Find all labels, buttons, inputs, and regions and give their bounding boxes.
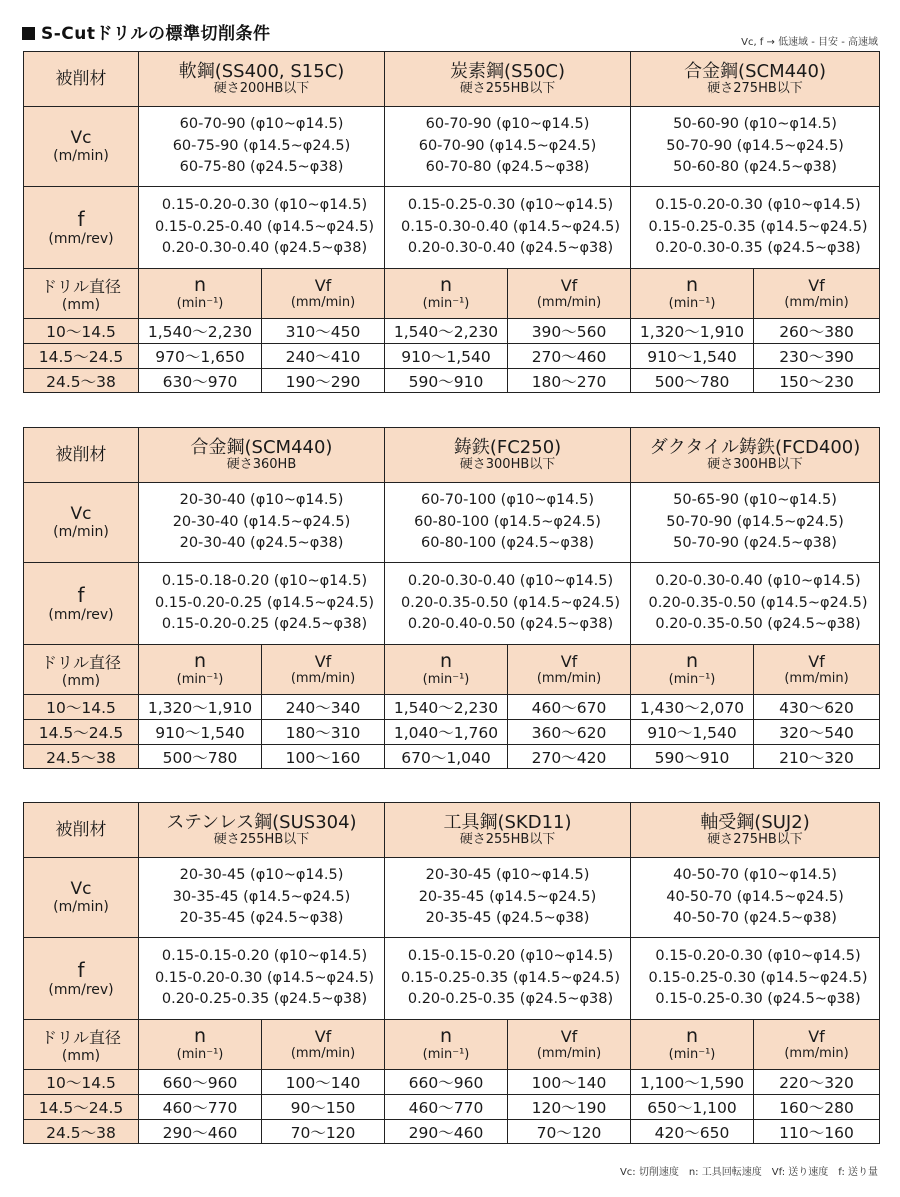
vc-value: 50-60-90 (φ10~φ14.5) (673, 115, 837, 132)
vf-header-cell (754, 645, 880, 695)
diameter-unit-label: (mm) (61, 297, 101, 313)
vc-values-cell (139, 858, 385, 938)
n-unit-label: (min⁻¹) (176, 1047, 224, 1063)
vf-value-cell: 120～190 (508, 1095, 631, 1120)
vc-value: 20-35-45 (φ24.5~φ38) (425, 910, 590, 927)
vf-value-cell: 220～320 (754, 1070, 880, 1095)
f-value: 0.20-0.25-0.35 (φ24.5~φ38) (407, 991, 614, 1008)
f-value: 0.15-0.20-0.25 (φ24.5~φ38) (161, 616, 368, 633)
n-value-cell: 460～770 (139, 1095, 262, 1120)
vc-header-cell (24, 858, 139, 938)
f-row (24, 187, 880, 269)
f-value: 0.20-0.30-0.40 (φ24.5~φ38) (161, 240, 368, 257)
diameter-cell: 10～14.5 (24, 319, 139, 344)
n-unit-label: (min⁻¹) (176, 296, 224, 312)
table-row (24, 1095, 880, 1120)
diameter-cell: 24.5～38 (24, 745, 139, 769)
spec-table-1 (23, 51, 880, 393)
f-values-cell (385, 563, 631, 645)
vc-value: 60-70-90 (φ10~φ14.5) (425, 115, 590, 132)
vc-values-cell (631, 858, 880, 938)
n-value-cell: 1,540～2,230 (385, 319, 508, 344)
vf-value-cell: 260～380 (754, 319, 880, 344)
vf-label: Vf (560, 1026, 578, 1046)
spec-table-3 (23, 802, 880, 1144)
n-value-cell: 500～780 (631, 369, 754, 393)
vf-value-cell: 240～340 (262, 695, 385, 720)
material-hardness: 硬さ275HB以下 (707, 81, 803, 97)
n-label: n (685, 650, 699, 673)
vf-value-cell: 160～280 (754, 1095, 880, 1120)
vc-value: 20-35-45 (φ14.5~φ24.5) (418, 888, 597, 905)
f-label: f (77, 583, 85, 608)
page-title (22, 19, 271, 44)
material-header-cell (24, 803, 139, 858)
table-row (24, 1120, 880, 1144)
table-row (24, 720, 880, 745)
title-square-icon (22, 27, 35, 40)
vf-value-cell: 270～420 (508, 745, 631, 769)
diameter-cell: 24.5～38 (24, 369, 139, 393)
vf-unit-label: (mm/min) (536, 1045, 602, 1061)
n-value-cell: 460～770 (385, 1095, 508, 1120)
f-value: 0.15-0.30-0.40 (φ14.5~φ24.5) (400, 218, 621, 235)
f-value: 0.15-0.20-0.25 (φ14.5~φ24.5) (154, 594, 375, 611)
n-value-cell: 1,320～1,910 (631, 319, 754, 344)
vc-value: 60-70-90 (φ10~φ14.5) (179, 115, 344, 132)
vc-row (24, 483, 880, 563)
material-hardness: 硬さ255HB以下 (213, 832, 310, 848)
n-value-cell: 1,430～2,070 (631, 695, 754, 720)
legend-bottom: Vc: 切削速度 n: 工具回転速度 Vf: 送り速度 f: 送り量 (619, 1167, 878, 1178)
vf-label: Vf (808, 1026, 825, 1046)
vc-value: 50-60-80 (φ24.5~φ38) (673, 159, 837, 176)
vc-values-cell (385, 107, 631, 187)
material-name: 工具鋼(SKD11) (443, 811, 572, 833)
f-values-cell (139, 563, 385, 645)
vc-row (24, 107, 880, 187)
column-header-row (24, 645, 880, 695)
diameter-unit-label: (mm) (61, 673, 101, 689)
vf-unit-label: (mm/min) (290, 670, 356, 686)
diameter-unit-label: (mm) (61, 1048, 101, 1064)
f-value: 0.20-0.25-0.35 (φ24.5~φ38) (161, 991, 368, 1008)
f-row (24, 563, 880, 645)
f-unit-label: (mm/rev) (48, 982, 114, 999)
vc-value: 40-50-70 (φ14.5~φ24.5) (666, 888, 844, 905)
n-value-cell: 590～910 (631, 745, 754, 769)
vf-unit-label: (mm/min) (784, 670, 849, 686)
table-row (24, 695, 880, 720)
material-row (24, 803, 880, 858)
material-row (24, 52, 880, 107)
material-cell (385, 52, 631, 107)
vc-values-cell (631, 107, 880, 187)
material-hardness: 硬さ300HB以下 (459, 457, 556, 473)
material-name: 軟鋼(SS400, S15C) (178, 60, 345, 82)
vf-label: Vf (314, 1026, 332, 1046)
f-unit-label: (mm/rev) (48, 231, 114, 248)
material-name: ステンレス鋼(SUS304) (166, 811, 357, 833)
diameter-cell: 14.5～24.5 (24, 344, 139, 369)
vf-value-cell: 320～540 (754, 720, 880, 745)
material-header-label: 被削材 (55, 819, 107, 840)
vc-value: 60-75-80 (φ24.5~φ38) (179, 159, 344, 176)
n-header-cell (631, 1020, 754, 1070)
vf-label: Vf (560, 275, 578, 295)
vf-header-cell (508, 269, 631, 319)
f-value: 0.15-0.15-0.20 (φ10~φ14.5) (161, 947, 368, 964)
f-value: 0.20-0.40-0.50 (φ24.5~φ38) (407, 616, 614, 633)
vf-value-cell: 390～560 (508, 319, 631, 344)
f-value: 0.15-0.15-0.20 (φ10~φ14.5) (407, 947, 614, 964)
n-value-cell: 910～1,540 (385, 344, 508, 369)
vc-header-cell (24, 107, 139, 187)
vc-unit-label: (m/min) (53, 148, 109, 165)
n-value-cell: 630～970 (139, 369, 262, 393)
f-values-cell (139, 938, 385, 1020)
n-unit-label: (min⁻¹) (668, 672, 716, 688)
n-label: n (439, 274, 453, 297)
vc-label: Vc (70, 503, 92, 524)
vc-unit-label: (m/min) (53, 899, 109, 916)
material-row (24, 428, 880, 483)
vc-values-cell (139, 107, 385, 187)
table-row (24, 369, 880, 393)
f-header-cell (24, 563, 139, 645)
page-title-text: S-Cutドリルの標準切削条件 (41, 24, 271, 44)
n-value-cell: 660～960 (139, 1070, 262, 1095)
f-value: 0.15-0.20-0.30 (φ10~φ14.5) (655, 196, 861, 213)
vf-value-cell: 230～390 (754, 344, 880, 369)
vf-value-cell: 430～620 (754, 695, 880, 720)
n-header-cell (139, 645, 262, 695)
f-value: 0.15-0.25-0.35 (φ14.5~φ24.5) (648, 218, 868, 235)
f-value: 0.20-0.35-0.50 (φ14.5~φ24.5) (648, 594, 868, 611)
n-unit-label: (min⁻¹) (668, 1047, 716, 1063)
vf-unit-label: (mm/min) (290, 294, 356, 310)
n-value-cell: 1,100～1,590 (631, 1070, 754, 1095)
f-value: 0.15-0.20-0.30 (φ14.5~φ24.5) (154, 969, 375, 986)
n-value-cell: 500～780 (139, 745, 262, 769)
vf-header-cell (754, 1020, 880, 1070)
f-row (24, 938, 880, 1020)
vc-value: 20-35-45 (φ24.5~φ38) (179, 910, 344, 927)
vf-header-cell (508, 1020, 631, 1070)
f-value: 0.20-0.30-0.35 (φ24.5~φ38) (655, 240, 861, 257)
n-header-cell (385, 645, 508, 695)
n-value-cell: 420～650 (631, 1120, 754, 1144)
vc-value: 50-70-90 (φ14.5~φ24.5) (666, 513, 844, 530)
table-row (24, 319, 880, 344)
vc-value: 60-70-80 (φ24.5~φ38) (425, 159, 590, 176)
f-values-cell (631, 563, 880, 645)
n-header-cell (385, 269, 508, 319)
diameter-cell: 10～14.5 (24, 1070, 139, 1095)
vf-header-cell (262, 645, 385, 695)
material-name: 軸受鋼(SUJ2) (700, 811, 810, 833)
f-header-cell (24, 938, 139, 1020)
material-name: 炭素鋼(S50C) (450, 60, 565, 82)
n-value-cell: 290～460 (385, 1120, 508, 1144)
f-value: 0.15-0.25-0.30 (φ10~φ14.5) (407, 196, 614, 213)
vc-unit-label: (m/min) (53, 524, 109, 541)
vf-value-cell: 270～460 (508, 344, 631, 369)
vc-values-cell (385, 483, 631, 563)
f-value: 0.15-0.18-0.20 (φ10~φ14.5) (161, 572, 368, 589)
vf-value-cell: 150～230 (754, 369, 880, 393)
vf-value-cell: 70～120 (262, 1120, 385, 1144)
n-value-cell: 1,320～1,910 (139, 695, 262, 720)
vf-header-cell (262, 269, 385, 319)
n-value-cell: 650～1,100 (631, 1095, 754, 1120)
n-label: n (685, 1025, 699, 1048)
vc-values-cell (139, 483, 385, 563)
vf-value-cell: 210～320 (754, 745, 880, 769)
material-header-cell (24, 52, 139, 107)
material-name: 鋳鉄(FC250) (453, 436, 562, 458)
vf-header-cell (508, 645, 631, 695)
vf-label: Vf (808, 651, 825, 671)
vc-value: 20-30-40 (φ24.5~φ38) (179, 535, 344, 552)
vf-unit-label: (mm/min) (536, 670, 602, 686)
diameter-label: ドリル直径 (40, 1028, 121, 1047)
vf-value-cell: 100～160 (262, 745, 385, 769)
vc-label: Vc (70, 127, 92, 148)
vc-label: Vc (70, 878, 92, 899)
f-value: 0.15-0.25-0.35 (φ14.5~φ24.5) (400, 969, 621, 986)
material-header-cell (24, 428, 139, 483)
material-name: ダクタイル鋳鉄(FCD400) (649, 436, 861, 458)
diameter-cell: 24.5～38 (24, 1120, 139, 1144)
f-header-cell (24, 187, 139, 269)
f-value: 0.15-0.25-0.40 (φ14.5~φ24.5) (154, 218, 375, 235)
n-unit-label: (min⁻¹) (422, 1047, 470, 1063)
n-value-cell: 910～1,540 (139, 720, 262, 745)
n-label: n (439, 1025, 453, 1048)
vf-header-cell (754, 269, 880, 319)
vc-value: 20-30-45 (φ10~φ14.5) (179, 866, 344, 883)
vf-value-cell: 90～150 (262, 1095, 385, 1120)
material-name: 合金鋼(SCM440) (190, 436, 333, 458)
vc-value: 50-70-90 (φ14.5~φ24.5) (666, 137, 844, 154)
n-unit-label: (min⁻¹) (422, 296, 470, 312)
diameter-cell: 10～14.5 (24, 695, 139, 720)
material-header-label: 被削材 (55, 68, 107, 89)
vf-unit-label: (mm/min) (784, 1045, 849, 1061)
f-value: 0.15-0.20-0.30 (φ10~φ14.5) (161, 196, 368, 213)
f-values-cell (631, 187, 880, 269)
table-row (24, 344, 880, 369)
table-row (24, 1070, 880, 1095)
diameter-cell: 14.5～24.5 (24, 720, 139, 745)
vf-value-cell: 100～140 (262, 1070, 385, 1095)
n-value-cell: 970～1,650 (139, 344, 262, 369)
n-header-cell (631, 269, 754, 319)
material-cell (385, 428, 631, 483)
column-header-row (24, 1020, 880, 1070)
n-label: n (193, 1025, 207, 1048)
n-header-cell (139, 1020, 262, 1070)
vc-value: 60-80-100 (φ14.5~φ24.5) (414, 513, 601, 530)
f-value: 0.20-0.30-0.40 (φ10~φ14.5) (655, 572, 861, 589)
vc-value: 50-65-90 (φ10~φ14.5) (673, 491, 837, 508)
diameter-cell: 14.5～24.5 (24, 1095, 139, 1120)
vc-value: 50-70-90 (φ24.5~φ38) (673, 535, 837, 552)
vc-value: 20-30-45 (φ10~φ14.5) (425, 866, 590, 883)
vc-value: 60-70-90 (φ14.5~φ24.5) (418, 137, 597, 154)
diameter-label: ドリル直径 (40, 277, 121, 296)
vc-value: 20-30-40 (φ10~φ14.5) (179, 491, 344, 508)
n-label: n (193, 650, 207, 673)
n-value-cell: 910～1,540 (631, 344, 754, 369)
n-value-cell: 590～910 (385, 369, 508, 393)
n-unit-label: (min⁻¹) (668, 296, 716, 312)
material-name: 合金鋼(SCM440) (684, 60, 826, 82)
diameter-header-cell (24, 269, 139, 319)
vf-value-cell: 100～140 (508, 1070, 631, 1095)
f-label: f (77, 207, 85, 232)
n-value-cell: 290～460 (139, 1120, 262, 1144)
vf-unit-label: (mm/min) (290, 1045, 356, 1061)
spec-table-2 (23, 427, 880, 769)
material-hardness: 硬さ300HB以下 (707, 457, 803, 473)
vf-value-cell: 310～450 (262, 319, 385, 344)
material-cell (385, 803, 631, 858)
vc-value: 60-80-100 (φ24.5~φ38) (421, 535, 594, 552)
vf-header-cell (262, 1020, 385, 1070)
f-values-cell (385, 187, 631, 269)
material-cell (631, 803, 880, 858)
vc-value: 60-75-90 (φ14.5~φ24.5) (172, 137, 351, 154)
vf-value-cell: 460～670 (508, 695, 631, 720)
material-cell (139, 803, 385, 858)
f-unit-label: (mm/rev) (48, 607, 114, 624)
n-label: n (439, 650, 453, 673)
material-cell (631, 428, 880, 483)
n-unit-label: (min⁻¹) (176, 672, 224, 688)
vc-values-cell (631, 483, 880, 563)
material-hardness: 硬さ200HB以下 (213, 81, 310, 97)
n-header-cell (385, 1020, 508, 1070)
n-value-cell: 1,540～2,230 (385, 695, 508, 720)
n-value-cell: 1,040～1,760 (385, 720, 508, 745)
vf-value-cell: 180～270 (508, 369, 631, 393)
vf-unit-label: (mm/min) (784, 294, 849, 310)
vf-value-cell: 180～310 (262, 720, 385, 745)
vc-row (24, 858, 880, 938)
f-values-cell (631, 938, 880, 1020)
vc-value: 30-35-45 (φ14.5~φ24.5) (172, 888, 351, 905)
material-hardness: 硬さ360HB (226, 457, 297, 473)
f-values-cell (385, 938, 631, 1020)
f-values-cell (139, 187, 385, 269)
diameter-label: ドリル直径 (40, 653, 121, 672)
vf-label: Vf (314, 275, 332, 295)
n-value-cell: 660～960 (385, 1070, 508, 1095)
vf-label: Vf (560, 651, 578, 671)
f-value: 0.20-0.35-0.50 (φ14.5~φ24.5) (400, 594, 621, 611)
f-label: f (77, 958, 85, 983)
legend-top: Vc, f → 低速域 - 目安 - 高速域 (741, 37, 878, 48)
vf-value-cell: 190～290 (262, 369, 385, 393)
material-cell (631, 52, 880, 107)
vf-value-cell: 360～620 (508, 720, 631, 745)
n-value-cell: 670～1,040 (385, 745, 508, 769)
vf-value-cell: 110～160 (754, 1120, 880, 1144)
material-cell (139, 428, 385, 483)
material-hardness: 硬さ255HB以下 (459, 832, 556, 848)
f-value: 0.15-0.25-0.30 (φ14.5~φ24.5) (648, 969, 868, 986)
vc-value: 40-50-70 (φ24.5~φ38) (673, 910, 837, 927)
vf-label: Vf (808, 275, 825, 295)
n-value-cell: 910～1,540 (631, 720, 754, 745)
n-label: n (193, 274, 207, 297)
material-hardness: 硬さ255HB以下 (459, 81, 556, 97)
f-value: 0.15-0.25-0.30 (φ24.5~φ38) (655, 991, 861, 1008)
vf-value-cell: 240～410 (262, 344, 385, 369)
n-unit-label: (min⁻¹) (422, 672, 470, 688)
n-value-cell: 1,540～2,230 (139, 319, 262, 344)
n-header-cell (139, 269, 262, 319)
f-value: 0.20-0.35-0.50 (φ24.5~φ38) (655, 616, 861, 633)
vc-header-cell (24, 483, 139, 563)
vc-value: 20-30-40 (φ14.5~φ24.5) (172, 513, 351, 530)
material-hardness: 硬さ275HB以下 (707, 832, 803, 848)
diameter-header-cell (24, 1020, 139, 1070)
n-label: n (686, 274, 699, 297)
vc-values-cell (385, 858, 631, 938)
diameter-header-cell (24, 645, 139, 695)
vf-label: Vf (314, 651, 332, 671)
vf-unit-label: (mm/min) (536, 294, 602, 310)
vc-value: 40-50-70 (φ10~φ14.5) (673, 866, 837, 883)
f-value: 0.20-0.30-0.40 (φ10~φ14.5) (407, 572, 614, 589)
f-value: 0.20-0.30-0.40 (φ24.5~φ38) (407, 240, 614, 257)
f-value: 0.15-0.20-0.30 (φ10~φ14.5) (655, 947, 861, 964)
column-header-row (24, 269, 880, 319)
vc-value: 60-70-100 (φ10~φ14.5) (421, 491, 594, 508)
table-row (24, 745, 880, 769)
n-header-cell (631, 645, 754, 695)
material-header-label: 被削材 (55, 444, 107, 465)
vf-value-cell: 70～120 (508, 1120, 631, 1144)
material-cell (139, 52, 385, 107)
